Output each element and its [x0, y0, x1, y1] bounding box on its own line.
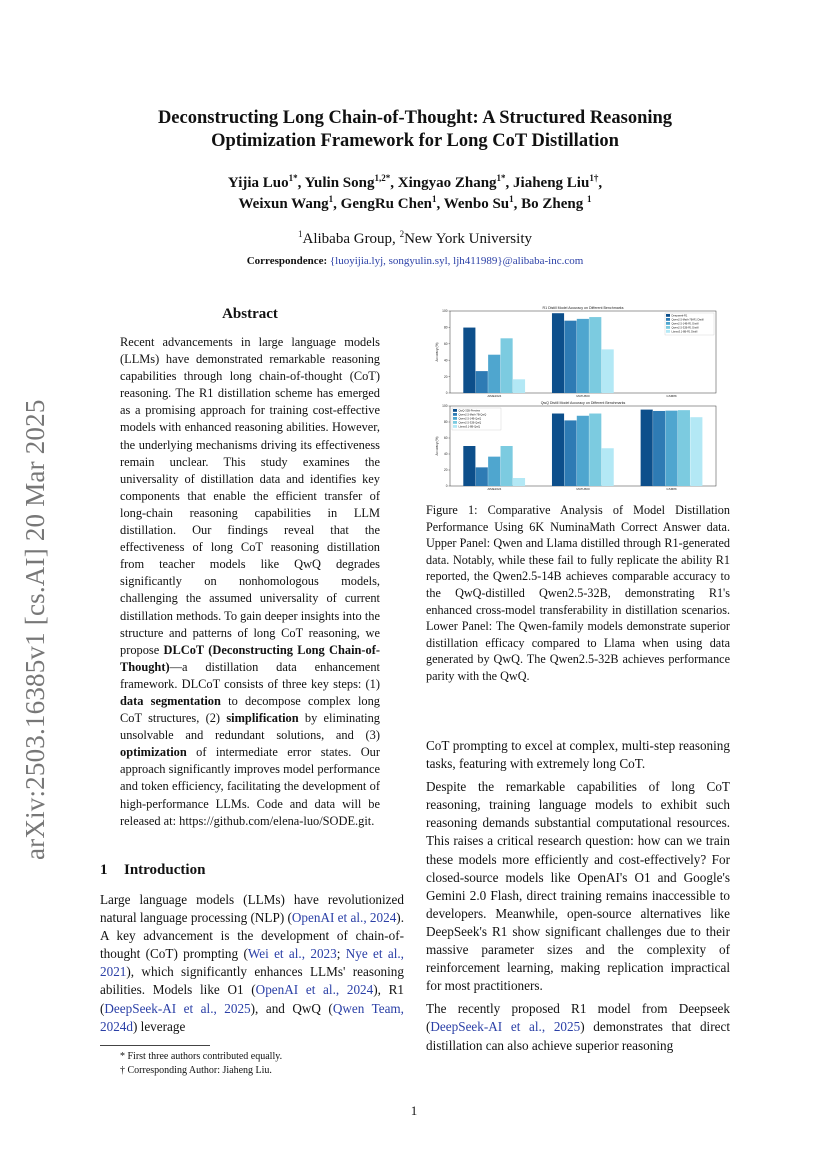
legend-label: Qwen2.5-14B-QwQ — [458, 417, 482, 421]
y-axis-label: Accuracy (%) — [435, 342, 439, 362]
right-column-text — [426, 737, 730, 1060]
title-line-1: Deconstructing Long Chain-of-Thought: A Structured Reasoning — [157, 108, 673, 128]
abstract-text: Recent advancements in large language models (LLMs) have demonstrated remarkable reasoning capabilities through long chain-of-thought (CoT) reasoning. The R1 distillation scheme has emerged as a promising approach for training cost-effective models with enhanced reasoning abilities. However, the underlying mechanisms driving its effectiveness remain unclear. This study examines the universality of distillation data and identifies key components that enable the efficient transfer of long-chain reasoning capabilities in LLM distillation. Our findings reveal that the effectiveness of long CoT reasoning distillation from teacher models like QwQ degrades significantly on nonhomologous models, challenging the assumed universality of current distillation methods. To gain deeper insights into the structure and patterns of long CoT reasoning, we propose — [120, 335, 380, 657]
y-tick-label: 100 — [442, 309, 448, 314]
bar — [513, 379, 525, 393]
legend-swatch — [453, 409, 457, 412]
correspondence-label: Correspondence: — [246, 255, 328, 267]
author-name: GengRu Chen — [340, 196, 432, 212]
legend-swatch — [666, 322, 670, 325]
abstract-bold-term: optimization — [120, 745, 187, 760]
paper-title — [110, 107, 720, 153]
arxiv-identifier — [20, 360, 50, 860]
authors-line-2: Weixun Wang$^1$, GengRu Chen$^1$, Wenbo Su$^1$, Bo Zheng $^1$ — [238, 194, 592, 212]
abstract-bold-term: DLCoT (Deconstructing Long Chain-of-Thought) — [120, 642, 380, 674]
legend-label: Llama3.1-8B-QwQ — [458, 425, 480, 429]
legend-label: Qwen2.5-32B-QwQ — [458, 421, 482, 425]
author-affiliation-mark: 1* — [288, 173, 298, 183]
author-affiliation-mark: 1,2* — [374, 173, 391, 183]
abstract-bold-term: simplification — [226, 711, 299, 726]
abstract-text: —a distillation data enhancement framework. DLCoT consists of three key steps: (1) — [120, 659, 380, 691]
author-affiliation-mark: 1* — [496, 173, 506, 183]
bar — [488, 457, 500, 486]
footnote-corresponding-author: † Corresponding Author: Jiaheng Liu. — [120, 1065, 272, 1076]
intro-text: ), which significantly enhances LLMs' reasoning abilities. Models like O1 ( — [100, 964, 404, 998]
bar — [463, 446, 475, 486]
bar — [589, 414, 601, 486]
x-tick-label: AIME2024 — [487, 394, 502, 398]
author-name: Weixun Wang — [238, 196, 329, 212]
bar — [564, 321, 576, 393]
bar — [501, 446, 513, 486]
author-name: Yijia Luo — [227, 175, 289, 191]
bar — [653, 411, 665, 486]
citation-link[interactable]: Qwen Team, 2024d — [100, 1000, 404, 1034]
bar — [564, 420, 576, 486]
bar — [476, 467, 488, 486]
bar — [577, 319, 589, 393]
arxiv-identifier-text: arXiv:2503.16385v1 [cs.AI] 20 Mar 2025 — [20, 399, 50, 860]
x-tick-label: GSM8K — [666, 487, 677, 491]
legend-label: Qwen2.5-Math-7B-QwQ — [458, 413, 487, 417]
title-line-2: Optimization Framework for Long CoT Distillation — [211, 131, 619, 151]
affiliation-2: New York University — [404, 231, 532, 247]
legend-label: Qwen2.5-Math-7B-R1 Distill — [671, 318, 704, 322]
bar — [463, 328, 475, 393]
x-tick-label: MATH500 — [576, 487, 590, 491]
introduction-paragraph — [100, 891, 404, 1036]
legend-label: Deepseek-R1 — [671, 314, 688, 318]
intro-text: ; — [336, 946, 346, 962]
bar — [690, 417, 702, 486]
intro-text: ) leverage — [132, 1018, 186, 1034]
x-tick-label: GSM8K — [666, 394, 677, 398]
footnotes — [100, 1050, 404, 1078]
legend-label: QwQ-32B-Preview — [458, 409, 480, 413]
citation-link[interactable]: OpenAI et al., 2024 — [255, 982, 374, 998]
author-name: Yulin Song — [304, 175, 375, 191]
abstract-text: of intermediate error states. Our approach significantly improves model performance and token efficiency, facilitating the development of high-performance LLMs. Code and data will be released at: https://github.com/elena-luo/SODE.git. — [120, 745, 380, 828]
bar — [577, 416, 589, 486]
affiliation-1: Alibaba Group, — [302, 231, 400, 247]
footnote-divider — [100, 1045, 210, 1046]
figure-1-charts — [424, 303, 728, 493]
legend-swatch — [666, 326, 670, 329]
affiliations — [110, 231, 720, 248]
legend-swatch — [666, 314, 670, 317]
author-affiliation-mark: 1 — [431, 194, 437, 204]
figure-1-caption: Figure 1: Comparative Analysis of Model Distillation Performance Using 6K NuminaMath Correct Answer data. Upper Panel: Qwen and Llama distilled through R1-generated data. Notably, while these fail to fully replicate the ability R1 reported, the Qwen2.5-14B achieves comparable accuracy to the QwQ-distilled Qwen2.5-32B, demonstrating R1's enhanced cross-model transferability in distillation scenarios. Lower Panel: The Qwen-family models demonstrate superior distillation efficacy compared to Llama when using data generated by QwQ. The Qwen2.5-32B achieves performance parity with the QwQ. — [426, 503, 730, 683]
correspondence — [110, 255, 720, 267]
legend-swatch — [453, 425, 457, 428]
y-tick-label: 0 — [445, 484, 448, 489]
legend-swatch — [453, 413, 457, 416]
bar — [641, 410, 653, 486]
bar — [678, 410, 690, 486]
y-tick-label: 60 — [443, 342, 448, 346]
bar — [665, 411, 677, 486]
author-name: Bo Zheng — [521, 196, 584, 212]
section-number: 1 — [100, 862, 108, 878]
citation-link[interactable]: Nye et al., 2021 — [100, 946, 404, 980]
abstract-body — [120, 334, 380, 830]
author-affiliation-mark: 1 — [509, 194, 514, 204]
y-axis-label: Accuracy (%) — [435, 436, 439, 456]
abstract-text: to decompose complex long CoT structures, (2) — [120, 693, 380, 726]
author-list — [110, 173, 720, 215]
legend-swatch — [453, 417, 457, 420]
bar — [589, 317, 601, 393]
y-tick-label: 80 — [443, 420, 448, 425]
y-tick-label: 20 — [443, 468, 448, 473]
author-name: Xingyao Zhang — [397, 175, 497, 191]
author-name: Wenbo Su — [443, 196, 510, 212]
y-tick-label: 20 — [443, 374, 448, 379]
y-tick-label: 0 — [445, 391, 448, 396]
bar — [476, 371, 488, 393]
author-affiliation-mark: 1† — [589, 173, 599, 183]
author-affiliation-mark: 1 — [587, 194, 592, 204]
authors-line-1: Yijia Luo$^{1*}$, Yulin Song$^{1,2*}$, Xingyao Zhang$^{1*}$, Jiaheng Liu$^{1\dagger}$, — [227, 173, 603, 191]
bar — [602, 448, 614, 486]
abstract-heading: Abstract — [222, 306, 278, 322]
legend-swatch — [666, 330, 670, 333]
bar — [552, 313, 564, 393]
legend-label: Qwen2.5-32B-R1 Distill — [671, 326, 699, 330]
paragraph: CoT prompting to excel at complex, multi-step reasoning tasks, featuring with extremely long CoT. — [426, 738, 730, 772]
intro-text: ), and QwQ ( — [250, 1000, 333, 1016]
citation-link[interactable]: DeepSeek-AI et al., 2025 — [104, 1000, 251, 1016]
paragraph: Despite the remarkable capabilities of long CoT reasoning, training language models to exhibit such reasoning demands substantial computational resources. This raises a critical research question: how can we train these models more efficiently and cost-effectively? For closed-source models like OpenAI's O1 and Google's Gemini 2.0 Flash, direct training remains inaccessible to developers. Meanwhile, open-source alternatives like DeepSeek's R1 show significant challenges due to their massive parameter sizes and the complexity of reinforcement learning, making replication impractical for most practitioners. — [426, 779, 730, 994]
citation-link[interactable]: DeepSeek-AI et al., 2025 — [430, 1019, 581, 1035]
bar — [501, 338, 513, 393]
y-tick-label: 100 — [442, 404, 448, 409]
correspondence-emails-link[interactable]: {luoyijia.lyj, songyulin.syl, ljh411989}@alibaba-inc.com — [329, 255, 584, 267]
legend-label: Llama3.1-8B-R1 Distill — [671, 330, 698, 334]
paragraph-text: The recently proposed R1 model from Deepseek ( — [426, 1001, 730, 1035]
x-tick-label: AIME2024 — [487, 487, 502, 491]
page-number: 1 — [410, 1103, 418, 1118]
abstract-text: by eliminating unsolvable and redundant solutions, and (3) — [120, 711, 380, 743]
y-tick-label: 80 — [443, 325, 448, 330]
section-title: Introduction — [124, 862, 206, 878]
intro-text: Large language models (LLMs) have revolutionized natural language processing (NLP) ( — [100, 892, 404, 926]
legend-label: Qwen2.5-14B-R1 Distill — [671, 322, 699, 326]
citation-link[interactable]: Wei et al., 2023 — [247, 946, 337, 962]
legend-swatch — [666, 318, 670, 321]
legend-swatch — [453, 421, 457, 424]
bar — [602, 349, 614, 393]
affiliation-mark: 2 — [399, 229, 405, 239]
bar — [513, 478, 525, 486]
abstract-bold-term: data segmentation — [120, 693, 221, 708]
bar — [552, 414, 564, 486]
y-tick-label: 60 — [443, 436, 448, 441]
intro-text: ), R1 ( — [100, 982, 405, 1016]
y-tick-label: 40 — [443, 452, 448, 457]
citation-link[interactable]: OpenAI et al., 2024 — [291, 910, 397, 926]
chart-title: QwQ Distill Model Accuracy on Different Benchmarks — [540, 401, 626, 405]
intro-text: ). A key advancement is the development of chain-of-thought (CoT) prompting ( — [100, 910, 404, 962]
author-name: Jiaheng Liu — [513, 175, 590, 191]
y-tick-label: 40 — [443, 358, 448, 363]
paragraph-text: ) demonstrates that direct distillation can also achieve superior reasoning — [426, 1019, 730, 1053]
bar — [488, 355, 500, 393]
footnote-equal-contribution: * First three authors contributed equally. — [120, 1051, 283, 1062]
author-affiliation-mark: 1 — [328, 194, 334, 204]
chart-title: R1 Distill Model Accuracy on Different Benchmarks — [542, 306, 624, 310]
x-tick-label: MATH500 — [576, 394, 590, 398]
affiliation-mark: 1 — [298, 229, 303, 239]
section-heading-introduction — [100, 862, 205, 879]
paragraph — [426, 1000, 730, 1054]
